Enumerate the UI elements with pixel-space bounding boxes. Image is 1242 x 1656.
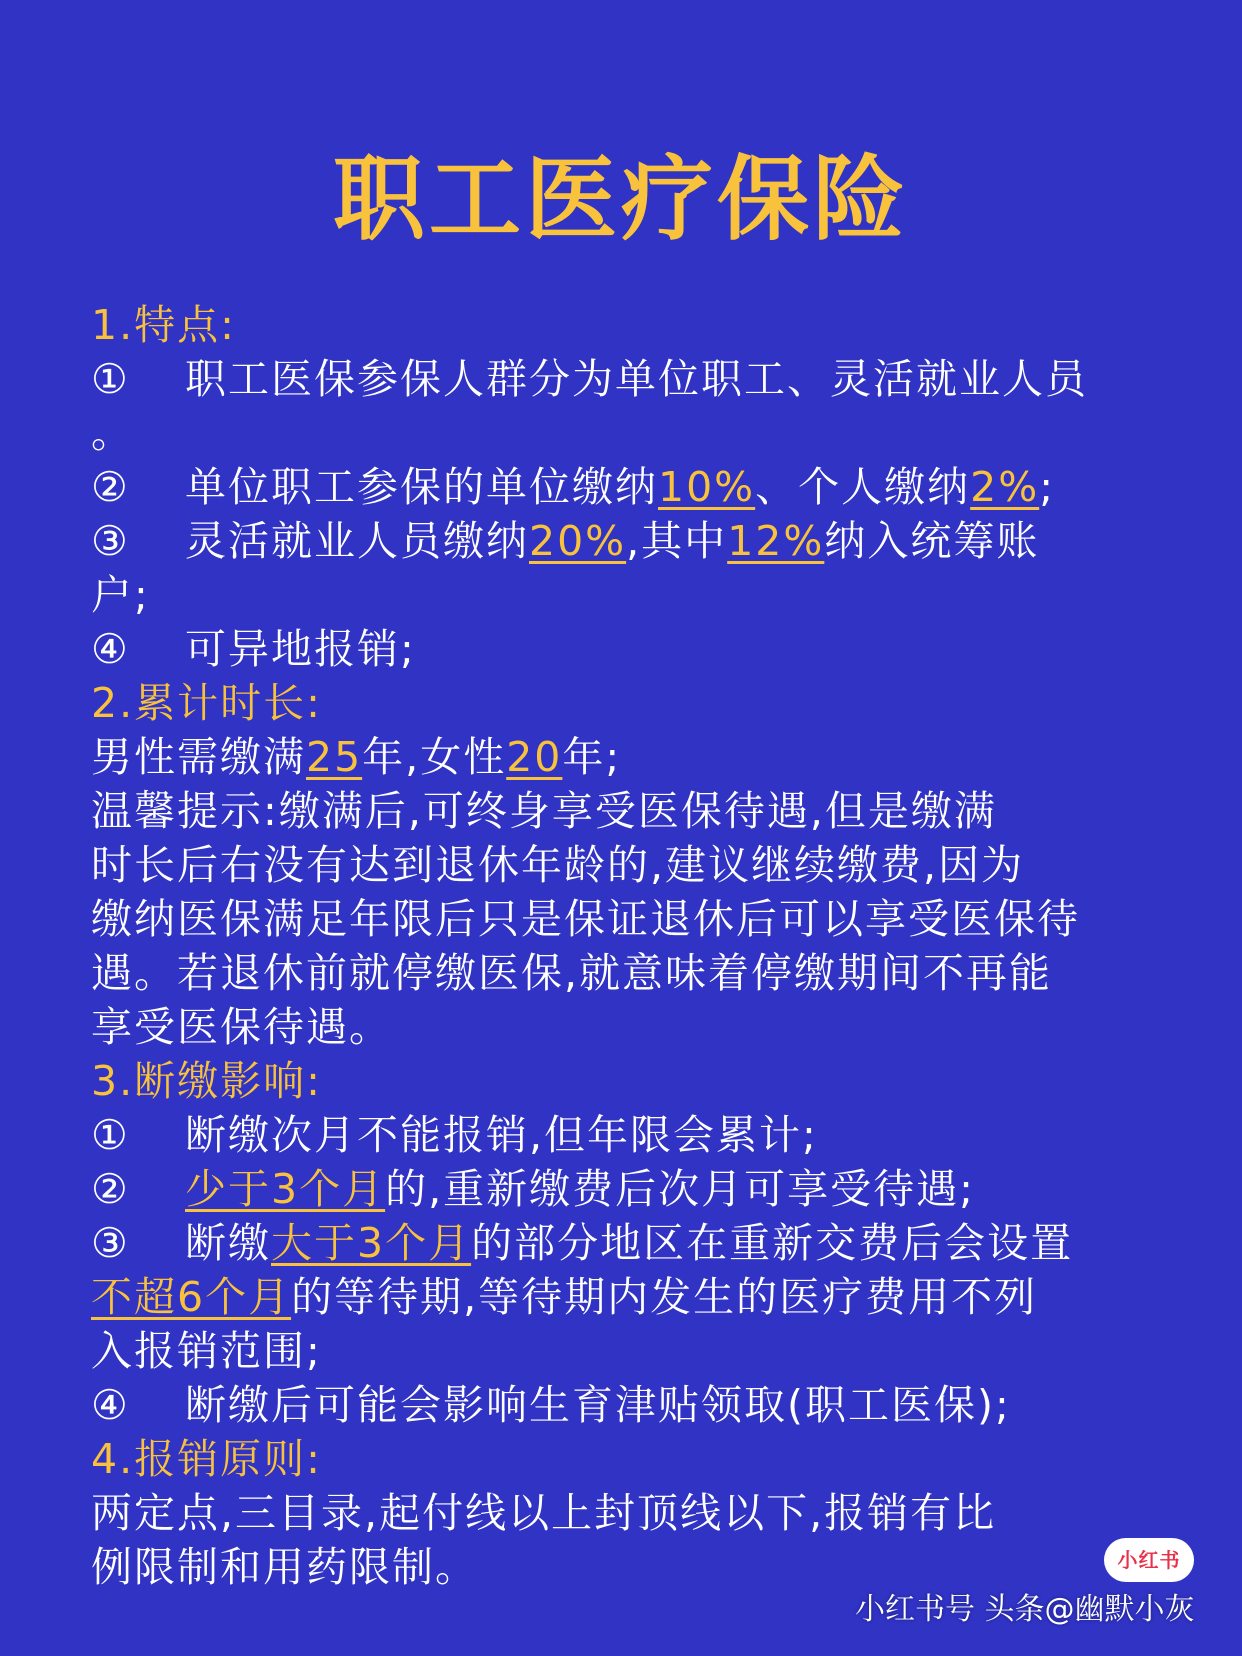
list-item-continuation bbox=[91, 1324, 1166, 1378]
item-number: ③ bbox=[91, 517, 130, 565]
item-text: 单位职工参保的单位缴纳 bbox=[185, 463, 658, 511]
item-number: ① bbox=[91, 355, 130, 403]
item-text: 断缴 bbox=[185, 1219, 271, 1267]
article-body bbox=[91, 298, 1166, 1594]
list-item bbox=[91, 1108, 1166, 1162]
list-item bbox=[91, 622, 1166, 676]
section-heading-features: 1.特点: bbox=[91, 301, 236, 349]
list-item bbox=[91, 1162, 1166, 1216]
tip-line: 缴纳医保满足年限后只是保证退休后可以享受医保待 bbox=[91, 895, 1080, 943]
list-item bbox=[91, 1378, 1166, 1432]
item-text: 男性需缴满 bbox=[91, 733, 306, 781]
section-heading-reimbursement: 4.报销原则: bbox=[91, 1435, 322, 1483]
item-text: 断缴次月不能报销,但年限会累计; bbox=[185, 1111, 818, 1159]
list-item bbox=[91, 1216, 1166, 1270]
item-text: 纳入统筹账 bbox=[824, 517, 1040, 565]
item-number: ③ bbox=[91, 1219, 130, 1267]
item-text: 断缴后可能会影响生育津贴领取(职工医保); bbox=[185, 1381, 1011, 1429]
section-heading-lapse: 3.断缴影响: bbox=[91, 1057, 322, 1105]
item-text: 可异地报销; bbox=[185, 625, 416, 673]
list-item bbox=[91, 514, 1166, 568]
principle-line: 例限制和用药限制。 bbox=[91, 1543, 478, 1591]
item-text: 。 bbox=[91, 409, 134, 457]
item-text: 职工医保参保人群分为单位职工、灵活就业人员 bbox=[185, 355, 1088, 403]
item-text: 年; bbox=[562, 733, 622, 781]
highlight-period: 不超6个月 bbox=[91, 1273, 292, 1321]
item-number: ④ bbox=[91, 625, 130, 673]
item-text: 入报销范围; bbox=[91, 1327, 322, 1375]
highlight-rate: 12% bbox=[727, 517, 825, 565]
list-item bbox=[91, 352, 1166, 406]
highlight-rate: 10% bbox=[658, 463, 756, 511]
watermark: 小红书号 头条@幽默小灰 bbox=[855, 1592, 1195, 1627]
item-text: 的等待期,等待期内发生的医疗费用不列 bbox=[291, 1273, 1038, 1321]
tip-line: 温馨提示:缴满后,可终身享受医保待遇,但是缴满 bbox=[91, 787, 997, 835]
tip-line: 时长后右没有达到退休年龄的,建议继续缴费,因为 bbox=[91, 841, 1025, 889]
item-number: ④ bbox=[91, 1381, 130, 1429]
tip-line: 遇。若退休前就停缴医保,就意味着停缴期间不再能 bbox=[91, 949, 1053, 997]
highlight-rate: 20% bbox=[529, 517, 627, 565]
item-text: 的部分地区在重新交费后会设置 bbox=[471, 1219, 1074, 1267]
item-text: 灵活就业人员缴纳 bbox=[185, 517, 529, 565]
list-item-continuation bbox=[91, 568, 1166, 622]
highlight-rate: 2% bbox=[970, 463, 1040, 511]
tip-line: 享受医保待遇。 bbox=[91, 1003, 392, 1051]
item-number: ① bbox=[91, 1111, 130, 1159]
section-heading-duration: 2.累计时长: bbox=[91, 679, 322, 727]
highlight-period: 大于3个月 bbox=[271, 1219, 472, 1267]
xiaohongshu-logo: 小红书 bbox=[1104, 1538, 1194, 1582]
principle-line: 两定点,三目录,起付线以上封顶线以下,报销有比 bbox=[91, 1489, 997, 1537]
item-text: 的,重新缴费后次月可享受待遇; bbox=[385, 1165, 975, 1213]
item-text: 年,女性 bbox=[362, 733, 507, 781]
item-text: ; bbox=[1039, 463, 1056, 511]
item-text: ,其中 bbox=[626, 517, 728, 565]
item-text: 户; bbox=[91, 571, 150, 619]
list-item bbox=[91, 460, 1166, 514]
list-item-continuation bbox=[91, 406, 1166, 460]
item-number: ② bbox=[91, 1165, 130, 1213]
item-text: 、个人缴纳 bbox=[755, 463, 971, 511]
highlight-years: 20 bbox=[506, 733, 563, 781]
duration-line bbox=[91, 730, 1166, 784]
highlight-years: 25 bbox=[306, 733, 363, 781]
highlight-period: 少于3个月 bbox=[185, 1165, 386, 1213]
item-number: ② bbox=[91, 463, 130, 511]
list-item-continuation bbox=[91, 1270, 1166, 1324]
page-title: 职工医疗保险 bbox=[332, 146, 909, 253]
